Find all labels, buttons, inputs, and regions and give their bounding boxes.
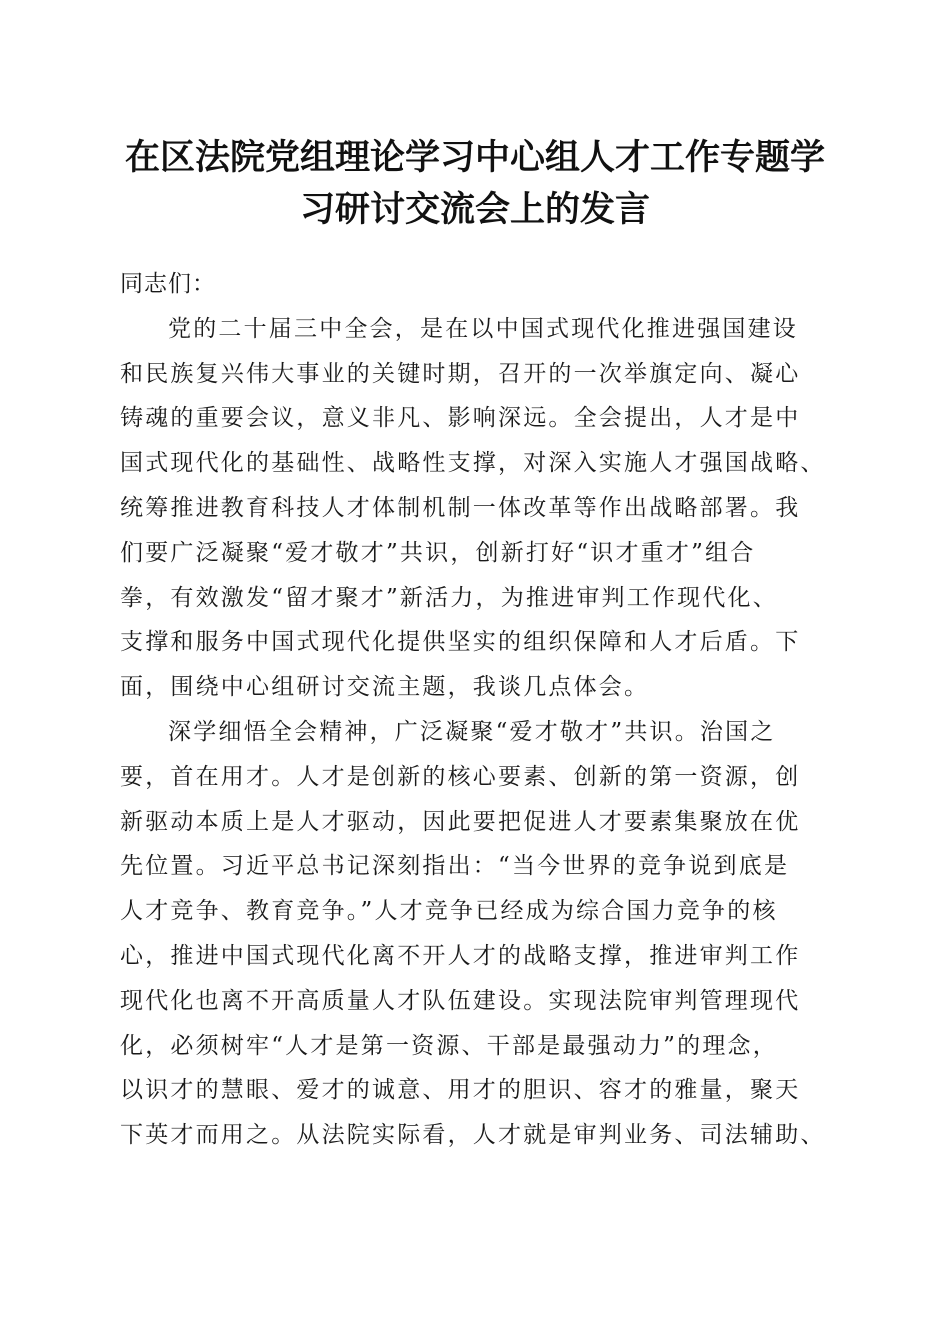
paragraph-line: 化，必须树牢“人才是第一资源、干部是最强动力”的理念， [120,1032,778,1059]
paragraph-line: 下英才而用之。从法院实际看，人才就是审判业务、司法辅助、 [120,1122,826,1149]
title-line-1: 在区法院党组理论学习中心组人才工作专题学 [124,137,825,178]
paragraph-line: 拳，有效激发“留才聚才”新活力，为推进审判工作现代化、 [120,584,778,611]
paragraph-line: 先位置。习近平总书记深刻指出：“当今世界的竞争说到底是 [120,853,790,880]
paragraph-2 [120,710,840,1158]
document-title [100,132,850,236]
paragraph-line: 面，围绕中心组研讨交流主题，我谈几点体会。 [120,674,650,701]
paragraph-line: 统筹推进教育科技人才体制机制一体改革等作出战略部署。我 [120,494,801,521]
paragraph-line: 以识才的慧眼、爱才的诚意、用才的胆识、容才的雅量，聚天 [120,1077,801,1104]
paragraph-line: 铸魂的重要会议，意义非凡、影响深远。全会提出，人才是中 [120,405,801,432]
paragraph-line: 国式现代化的基础性、战略性支撑，对深入实施人才强国战略、 [120,450,826,477]
paragraph-line: 心，推进中国式现代化离不开人才的战略支撑，推进审判工作 [120,942,801,969]
paragraph-line: 和民族复兴伟大事业的关键时期，召开的一次举旗定向、凝心 [120,360,801,387]
paragraph-line: 支撑和服务中国式现代化提供坚实的组织保障和人才后盾。下 [120,629,801,656]
paragraph-line: 党的二十届三中全会，是在以中国式现代化推进强国建设 [168,315,798,342]
paragraph-line: 深学细悟全会精神，广泛凝聚“爱才敬才”共识。治国之 [168,718,776,745]
paragraph-line: 新驱动本质上是人才驱动，因此要把促进人才要素集聚放在优 [120,808,801,835]
title-line-2: 习研讨交流会上的发言 [299,189,650,230]
salutation: 同志们： [120,271,216,297]
paragraph-1 [120,307,840,710]
paragraph-line: 们要广泛凝聚“爱才敬才”共识，创新打好“识才重才”组合 [120,539,756,566]
document-body [120,262,840,1158]
paragraph-line: 要，首在用才。人才是创新的核心要素、创新的第一资源，创 [120,763,801,790]
paragraph-line: 人才竞争、教育竞争。”人才竞争已经成为综合国力竞争的核 [120,898,778,925]
paragraph-line: 现代化也离不开高质量人才队伍建设。实现法院审判管理现代 [120,987,801,1014]
